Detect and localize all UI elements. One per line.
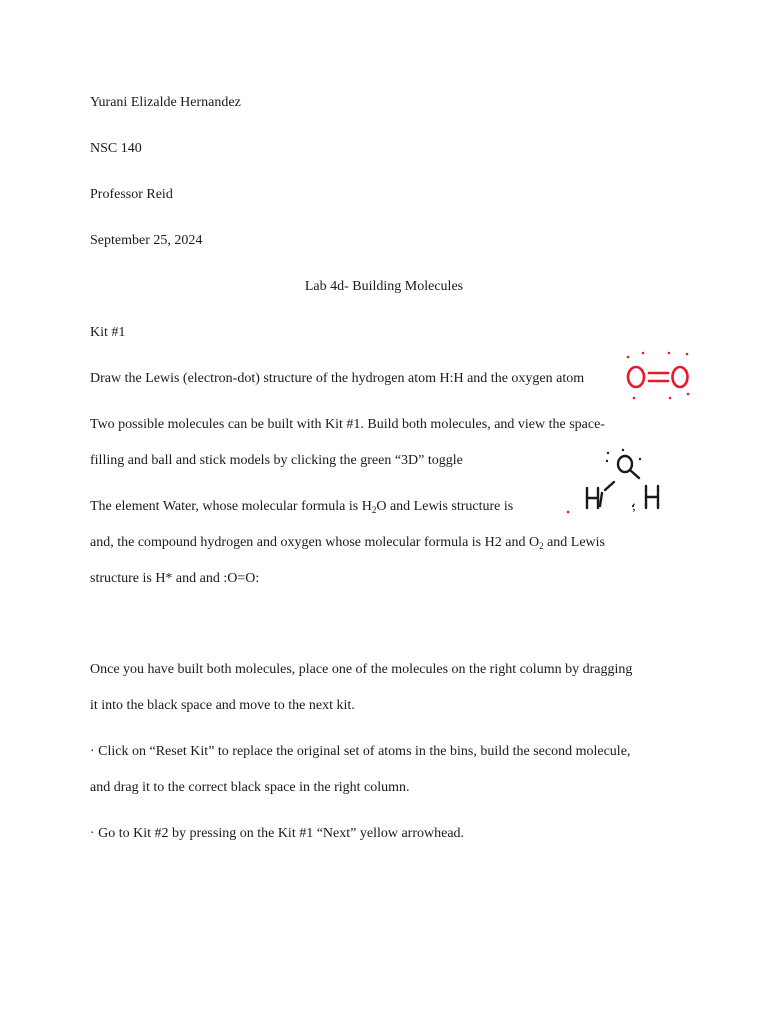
lewis-prompt: Draw the Lewis (electron-dot) structure of the hydrogen atom H:H and the oxygen atom: [90, 371, 585, 386]
water-line: [90, 498, 513, 516]
compound-line-pre: and, the compound hydrogen and oxygen whose molecular formula is H2 and O: [90, 535, 540, 550]
paragraph-1-line-2: filling and ball and stick models by clicking the green “3D” toggle: [90, 453, 463, 468]
document-date: September 25, 2024: [90, 233, 203, 248]
paragraph-2-line-2: it into the black space and move to the next kit.: [90, 698, 355, 713]
compound-line-post: and Lewis: [543, 535, 605, 550]
oxygen-subscript: 2: [539, 541, 544, 551]
water-line-post: O and Lewis structure is: [376, 499, 514, 514]
paragraph-2-line-1: Once you have built both molecules, place one of the molecules on the right column by dragging: [90, 662, 633, 677]
water-subscript: 2: [371, 505, 377, 515]
professor-name: Professor Reid: [90, 187, 173, 202]
author-name: Yurani Elizalde Hernandez: [90, 95, 241, 110]
paragraph-1-line-1: Two possible molecules can be built with Kit #1. Build both molecules, and view the space-: [90, 417, 605, 432]
page-title: Lab 4d- Building Molecules: [304, 279, 464, 294]
bullet-1-line-2: and drag it to the correct black space in the right column.: [90, 780, 410, 795]
compound-line: [90, 534, 605, 552]
course-code: NSC 140: [90, 141, 142, 156]
kit-heading: Kit #1: [90, 325, 126, 340]
water-line-pre: The element Water, whose molecular formula is H: [90, 499, 372, 514]
structure-line: structure is H* and and :O=O:: [90, 571, 260, 586]
bullet-1-line-1: · Click on “Reset Kit” to replace the original set of atoms in the bins, build the second molecule,: [90, 744, 631, 759]
water-line-trail: ;: [632, 499, 636, 514]
oxygen-lewis-drawing: [618, 348, 694, 406]
bullet-2: · Go to Kit #2 by pressing on the Kit #1 “Next” yellow arrowhead.: [90, 826, 465, 841]
